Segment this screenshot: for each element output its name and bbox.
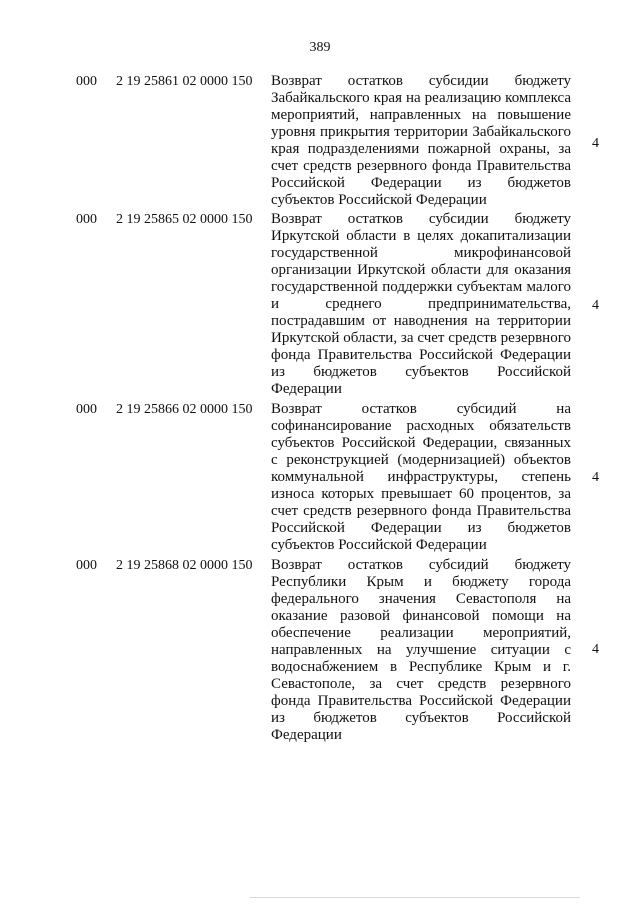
administrator-code: 000	[76, 74, 97, 89]
income-description: Возврат остатков субсидий на софинансирование расходных обязательств субъектов Российской Федерации, связанных с реконструкцией (модернизацией) объектов коммунальной инфраструктуры, степень износа которых превышает 60 процентов, за счет средств резервного фонда Правительства Российской Федерации из бюджетов субъектов Российской Федерации	[271, 401, 571, 553]
budget-classification-code: 2 19 25865 02 0000 150	[116, 212, 253, 227]
row-value: 4	[592, 642, 599, 657]
page-number: 389	[309, 40, 331, 55]
administrator-code: 000	[76, 558, 97, 573]
row-value: 4	[592, 470, 599, 485]
scan-edge-line	[250, 897, 580, 898]
budget-classification-code: 2 19 25861 02 0000 150	[116, 74, 253, 89]
administrator-code: 000	[76, 212, 97, 227]
income-description: Возврат остатков субсидий бюджету Республики Крым и бюджету города федерального значения Севастополя на оказание разовой финансовой помощи на обеспечение реализации мероприятий, направленных на улучшение ситуации с водоснабжением в Республике Крым и г. Севастополе, за счет средств резервного фонда Правительства Российской Федерации из бюджетов субъектов Российской Федерации	[271, 557, 571, 743]
administrator-code: 000	[76, 402, 97, 417]
budget-classification-code: 2 19 25868 02 0000 150	[116, 558, 253, 573]
income-description: Возврат остатков субсидии бюджету Забайкальского края на реализацию комплекса мероприятий, направленных на повышение уровня прикрытия территории Забайкальского края подразделениями пожарной охраны, за счет средств резервного фонда Правительства Российской Федерации из бюджетов субъектов Российской Федерации	[271, 73, 571, 208]
row-value: 4	[592, 136, 599, 151]
budget-classification-code: 2 19 25866 02 0000 150	[116, 402, 253, 417]
income-description: Возврат остатков субсидии бюджету Иркутской области в целях докапитализации государственной микрофинансовой организации Иркутской области для оказания государственной поддержки субъектам малого и среднего предпринимательства, пострадавшим от наводнения на территории Иркутской области, за счет средств резервного фонда Правительства Российской Федерации из бюджетов субъектов Российской Федерации	[271, 211, 571, 397]
row-value: 4	[592, 298, 599, 313]
